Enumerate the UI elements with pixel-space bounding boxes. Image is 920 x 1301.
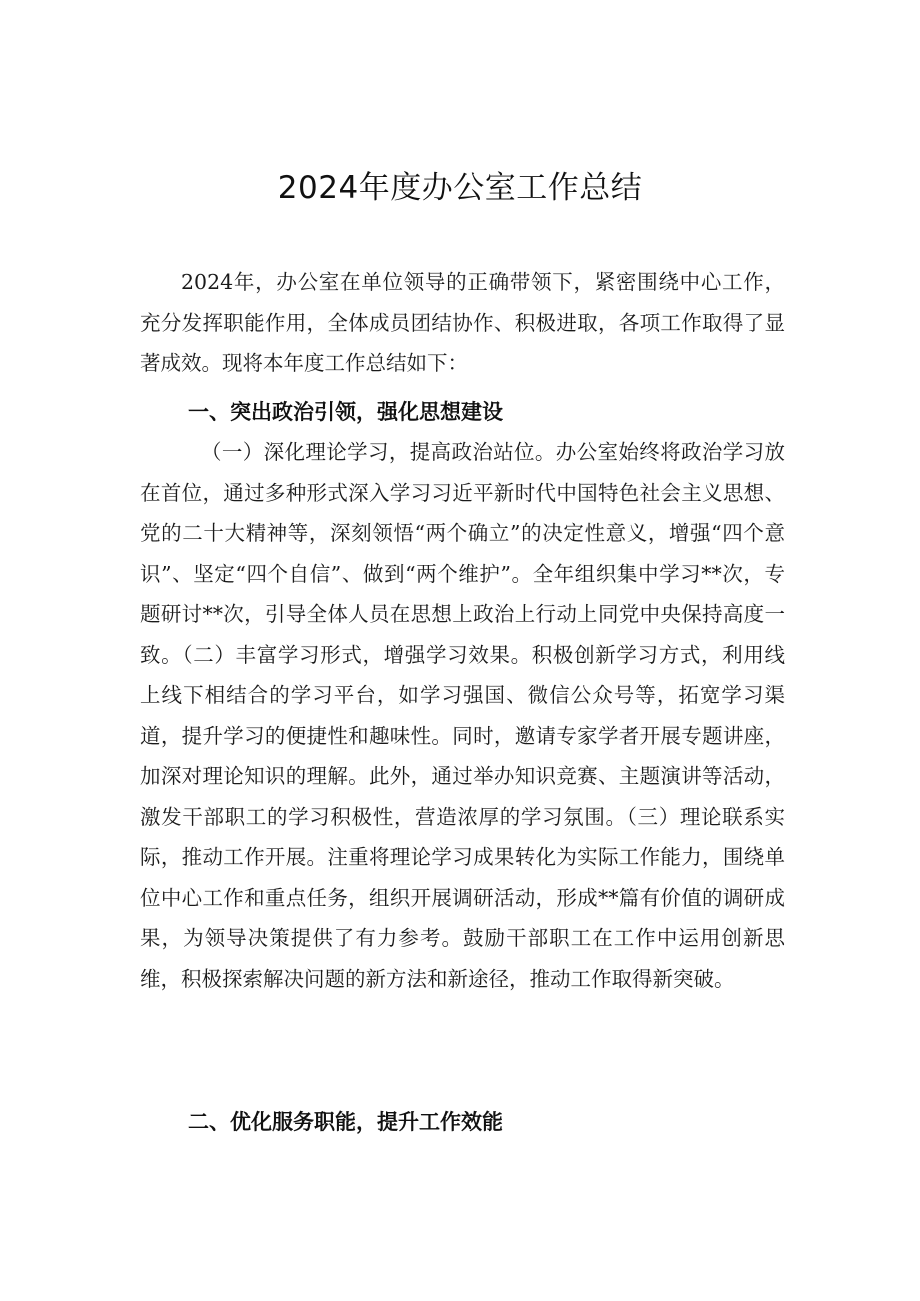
intro-paragraph: 2024年，办公室在单位领导的正确带领下，紧密围绕中心工作，充分发挥职能作用，全体成员团结协作、积极进取，各项工作取得了显著成效。现将本年度工作总结如下： (140, 270, 785, 375)
section-heading-2: 二、优化服务职能，提升工作效能 (188, 1110, 503, 1134)
section-heading-1: 一、突出政治引领，强化思想建设 (188, 400, 503, 424)
document-title: 2024年度办公室工作总结 (277, 170, 643, 206)
section-paragraph-1: （一）深化理论学习，提高政治站位。办公室始终将政治学习放在首位，通过多种形式深入学习习近平新时代中国特色社会主义思想、党的二十大精神等，深刻领悟“两个确立”的决定性意义，增强“四个意识”、坚定“四个自信”、做到“两个维护”。全年组织集中学习**次，专题研讨**次，引导全体人员在思想上政治上行动上同党中央保持高度一致。（二）丰富学习形式，增强学习效果。积极创新学习方式，利用线上线下相结合的学习平台，如学习强国、微信公众号等，拓宽学习渠道，提升学习的便捷性和趣味性。同时，邀请专家学者开展专题讲座，加深对理论知识的理解。此外，通过举办知识竞赛、主题演讲等活动，激发干部职工的学习积极性，营造浓厚的学习氛围。（三）理论联系实际，推动工作开展。注重将理论学习成果转化为实际工作能力，围绕单位中心工作和重点任务，组织开展调研活动，形成**篇有价值的调研成果，为领导决策提供了有力参考。鼓励干部职工在工作中运用创新思维，积极探索解决问题的新方法和新途径，推动工作取得新突破。 (140, 440, 785, 991)
